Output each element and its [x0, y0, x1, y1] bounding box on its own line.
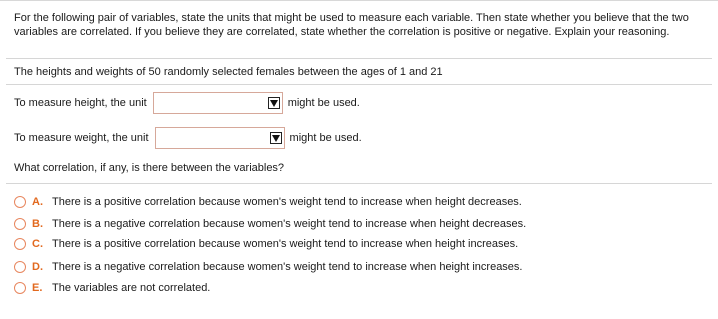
height-unit-suffix: might be used.: [287, 97, 360, 109]
divider: [6, 84, 712, 85]
context-text: The heights and weights of 50 randomly selected females between the ages of 1 and 21: [14, 66, 443, 78]
height-unit-label: To measure height, the unit: [14, 97, 147, 109]
instructions-text: For the following pair of variables, state the units that might be used to measure each variable. Then state whether you believe that the two variables are correlated. If you believe they are correlated, state whether the correlation is positive or negative. Explain your reasoning.: [14, 12, 689, 38]
divider: [6, 183, 712, 184]
radio-button-icon[interactable]: [14, 261, 26, 273]
weight-unit-suffix: might be used.: [289, 132, 362, 144]
weight-unit-dropdown[interactable]: [155, 127, 285, 149]
option-letter: E.: [32, 282, 43, 294]
radio-button-icon[interactable]: [14, 196, 26, 208]
radio-button-icon[interactable]: [14, 238, 26, 250]
dropdown-arrow-icon[interactable]: [270, 132, 282, 144]
radio-button-icon[interactable]: [14, 218, 26, 230]
option-text: The variables are not correlated.: [52, 282, 211, 294]
height-unit-row: [14, 92, 360, 114]
option-a[interactable]: [14, 196, 522, 208]
dropdown-arrow-icon[interactable]: [268, 97, 280, 109]
radio-button-icon[interactable]: [14, 282, 26, 294]
top-divider: [0, 0, 718, 1]
height-unit-dropdown[interactable]: [153, 92, 283, 114]
divider: [6, 58, 712, 59]
option-e[interactable]: [14, 282, 210, 294]
option-d[interactable]: [14, 261, 522, 273]
option-text: There is a positive correlation because women's weight tend to increase when height decreases.: [52, 196, 522, 208]
option-text: There is a negative correlation because women's weight tend to increase when height increases.: [52, 261, 523, 273]
option-letter: A.: [32, 196, 43, 208]
weight-unit-row: [14, 127, 362, 149]
question-text: What correlation, if any, is there between the variables?: [14, 162, 285, 174]
option-letter: C.: [32, 238, 43, 250]
weight-unit-label: To measure weight, the unit: [14, 132, 149, 144]
option-c[interactable]: [14, 238, 518, 250]
option-letter: B.: [32, 218, 43, 230]
option-text: There is a positive correlation because women's weight tend to increase when height increases.: [52, 238, 519, 250]
option-letter: D.: [32, 261, 43, 273]
option-text: There is a negative correlation because women's weight tend to increase when height decreases.: [52, 218, 527, 230]
option-b[interactable]: [14, 218, 526, 230]
